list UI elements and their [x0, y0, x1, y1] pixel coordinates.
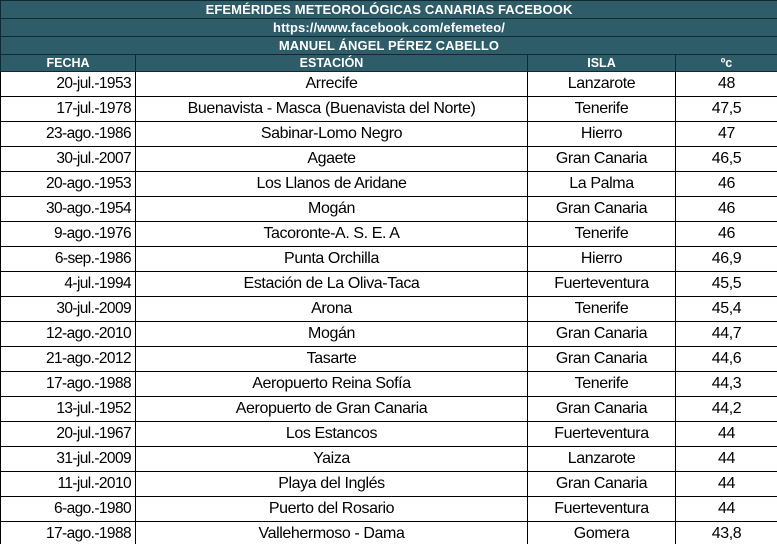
table-row [1, 197, 777, 222]
date-cell[interactable]: 4-jul.-1994 [1, 272, 136, 297]
title-row [1, 1, 777, 19]
temperature-cell[interactable]: 47,5 [676, 97, 777, 122]
station-cell[interactable]: Yaiza [136, 447, 528, 472]
temperature-cell[interactable]: 44,6 [676, 347, 777, 372]
date-cell[interactable]: 30-jul.-2007 [1, 147, 136, 172]
date-cell[interactable]: 31-jul.-2009 [1, 447, 136, 472]
date-cell[interactable]: 6-sep.-1986 [1, 247, 136, 272]
station-cell[interactable]: Aeropuerto de Gran Canaria [136, 397, 528, 422]
island-cell[interactable]: Gran Canaria [528, 197, 676, 222]
station-cell[interactable]: Playa del Inglés [136, 472, 528, 497]
table-row [1, 497, 777, 522]
facebook-url[interactable]: https://www.facebook.com/efemeteo/ [1, 19, 777, 37]
station-cell[interactable]: Tasarte [136, 347, 528, 372]
table-row [1, 347, 777, 372]
table-row [1, 222, 777, 247]
date-cell[interactable]: 12-ago.-2010 [1, 322, 136, 347]
temperature-cell[interactable]: 47 [676, 122, 777, 147]
temperature-cell[interactable]: 44 [676, 472, 777, 497]
island-cell[interactable]: Lanzarote [528, 72, 676, 97]
table-body [1, 72, 777, 544]
island-cell[interactable]: Gran Canaria [528, 347, 676, 372]
temperature-cell[interactable]: 45,4 [676, 297, 777, 322]
temperature-cell[interactable]: 44,3 [676, 372, 777, 397]
temperature-cell[interactable]: 44 [676, 447, 777, 472]
station-cell[interactable]: Los Llanos de Aridane [136, 172, 528, 197]
date-cell[interactable]: 13-jul.-1952 [1, 397, 136, 422]
date-cell[interactable]: 6-ago.-1980 [1, 497, 136, 522]
station-cell[interactable]: Buenavista - Masca (Buenavista del Norte) [136, 97, 528, 122]
table-row [1, 247, 777, 272]
island-cell[interactable]: Fuerteventura [528, 422, 676, 447]
island-cell[interactable]: Gomera [528, 522, 676, 544]
temperature-cell[interactable]: 44,2 [676, 397, 777, 422]
temperature-cell[interactable]: 48 [676, 72, 777, 97]
temperature-cell[interactable]: 44 [676, 497, 777, 522]
island-cell[interactable]: Tenerife [528, 372, 676, 397]
table-row [1, 72, 777, 97]
table-row [1, 272, 777, 297]
island-cell[interactable]: Gran Canaria [528, 322, 676, 347]
island-cell[interactable]: Hierro [528, 122, 676, 147]
island-cell[interactable]: Fuerteventura [528, 497, 676, 522]
temperature-cell[interactable]: 46,9 [676, 247, 777, 272]
island-cell[interactable]: Gran Canaria [528, 472, 676, 497]
temperature-cell[interactable]: 46 [676, 172, 777, 197]
island-cell[interactable]: Tenerife [528, 97, 676, 122]
station-cell[interactable]: Vallehermoso - Dama [136, 522, 528, 544]
table-row [1, 447, 777, 472]
station-cell[interactable]: Arona [136, 297, 528, 322]
date-cell[interactable]: 17-ago.-1988 [1, 372, 136, 397]
date-cell[interactable]: 30-ago.-1954 [1, 197, 136, 222]
station-cell[interactable]: Punta Orchilla [136, 247, 528, 272]
station-cell[interactable]: Aeropuerto Reina Sofía [136, 372, 528, 397]
author-name: MANUEL ÁNGEL PÉREZ CABELLO [1, 37, 777, 55]
table-row [1, 322, 777, 347]
temperature-cell[interactable]: 44 [676, 422, 777, 447]
temperature-cell[interactable]: 46,5 [676, 147, 777, 172]
page-title: EFEMÉRIDES METEOROLÓGICAS CANARIAS FACEBOOK [1, 1, 777, 19]
url-row [1, 19, 777, 37]
station-cell[interactable]: Tacoronte-A. S. E. A [136, 222, 528, 247]
author-row [1, 37, 777, 55]
table-row [1, 297, 777, 322]
date-cell[interactable]: 11-jul.-2010 [1, 472, 136, 497]
table-row [1, 97, 777, 122]
station-cell[interactable]: Los Estancos [136, 422, 528, 447]
island-cell[interactable]: Tenerife [528, 297, 676, 322]
island-cell[interactable]: Lanzarote [528, 447, 676, 472]
table-row [1, 172, 777, 197]
date-cell[interactable]: 20-ago.-1953 [1, 172, 136, 197]
island-cell[interactable]: La Palma [528, 172, 676, 197]
temperature-cell[interactable]: 44,7 [676, 322, 777, 347]
date-cell[interactable]: 30-jul.-2009 [1, 297, 136, 322]
island-cell[interactable]: Gran Canaria [528, 397, 676, 422]
island-cell[interactable]: Fuerteventura [528, 272, 676, 297]
column-header-temp: ºc [676, 55, 777, 72]
date-cell[interactable]: 23-ago.-1986 [1, 122, 136, 147]
island-cell[interactable]: Hierro [528, 247, 676, 272]
date-cell[interactable]: 21-ago.-2012 [1, 347, 136, 372]
column-header-isla: ISLA [528, 55, 676, 72]
date-cell[interactable]: 20-jul.-1953 [1, 72, 136, 97]
temperature-cell[interactable]: 45,5 [676, 272, 777, 297]
station-cell[interactable]: Mogán [136, 197, 528, 222]
station-cell[interactable]: Agaete [136, 147, 528, 172]
temperature-cell[interactable]: 46 [676, 197, 777, 222]
temperature-cell[interactable]: 46 [676, 222, 777, 247]
column-header-estacion: ESTACIÓN [136, 55, 528, 72]
station-cell[interactable]: Arrecife [136, 72, 528, 97]
table-row [1, 397, 777, 422]
island-cell[interactable]: Gran Canaria [528, 147, 676, 172]
station-cell[interactable]: Estación de La Oliva-Taca [136, 272, 528, 297]
station-cell[interactable]: Sabinar-Lomo Negro [136, 122, 528, 147]
table-row [1, 472, 777, 497]
date-cell[interactable]: 17-jul.-1978 [1, 97, 136, 122]
date-cell[interactable]: 9-ago.-1976 [1, 222, 136, 247]
table-row [1, 372, 777, 397]
column-header-fecha: FECHA [1, 55, 136, 72]
table-row [1, 147, 777, 172]
table-row [1, 522, 777, 544]
station-cell[interactable]: Mogán [136, 322, 528, 347]
table-row [1, 422, 777, 447]
station-cell[interactable]: Puerto del Rosario [136, 497, 528, 522]
table-row [1, 122, 777, 147]
column-header-row [1, 55, 777, 72]
island-cell[interactable]: Tenerife [528, 222, 676, 247]
date-cell[interactable]: 17-ago.-1988 [1, 522, 136, 544]
date-cell[interactable]: 20-jul.-1967 [1, 422, 136, 447]
temperature-cell[interactable]: 43,8 [676, 522, 777, 544]
